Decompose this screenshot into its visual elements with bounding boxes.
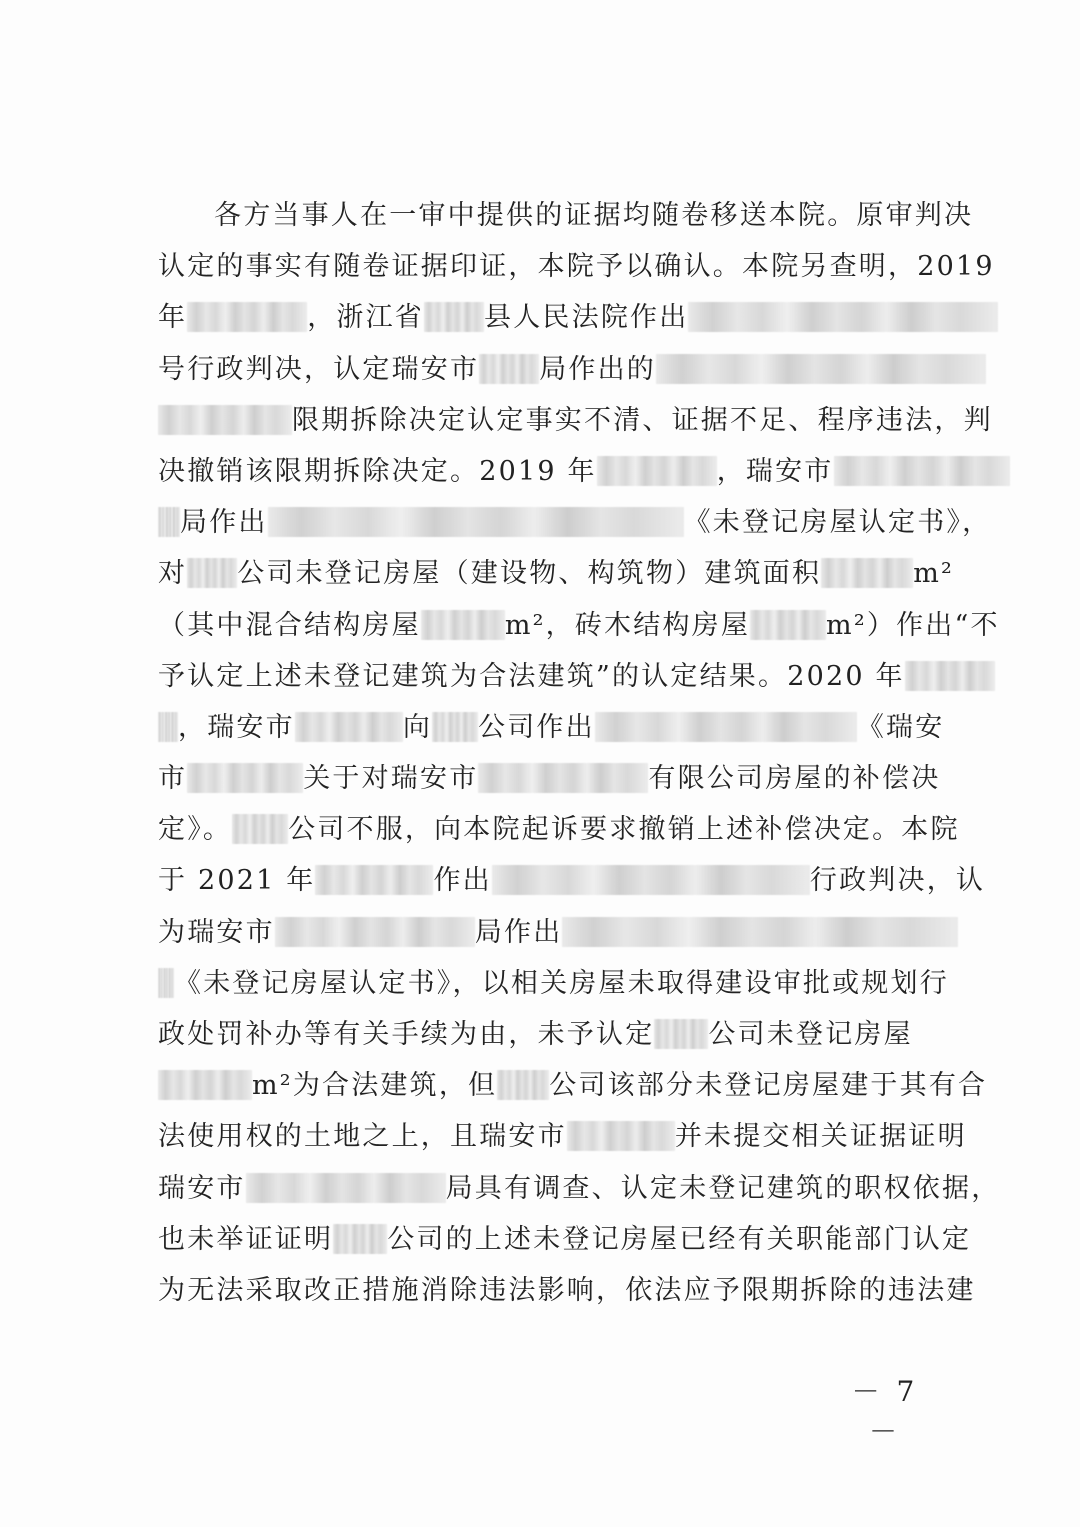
redacted-block — [158, 507, 180, 537]
redacted-block — [424, 302, 484, 332]
text-segment: 市 — [158, 763, 188, 795]
text-line — [158, 344, 980, 395]
text-segment: （其中混合结构房屋 — [158, 609, 421, 641]
redacted-block — [421, 610, 505, 640]
text-segment: 法使用权的土地之上，且瑞安市 — [158, 1121, 567, 1153]
text-segment: 各方当事人在一审中提供的证据均随卷移送本院。原审判决 — [214, 200, 974, 231]
redacted-block — [187, 302, 307, 332]
text-segment: 限期拆除决定认定事实不清、证据不足、程序违法，判 — [292, 404, 993, 436]
redacted-block — [158, 968, 174, 998]
text-line — [158, 190, 980, 241]
text-segment: 公司该部分未登记房屋建于其有合 — [549, 1070, 988, 1102]
text-segment: m²）作出“不 — [826, 609, 1000, 641]
text-segment: 局作出 — [474, 916, 563, 948]
redacted-block — [268, 507, 684, 537]
redacted-block — [246, 1173, 446, 1203]
text-line — [158, 600, 1000, 651]
text-segment: 公司未登记房屋 — [708, 1019, 913, 1050]
redacted-block — [567, 1121, 675, 1151]
text-line — [158, 241, 995, 292]
text-segment: 政处罚补办等有关手续为由，未予认定 — [158, 1019, 655, 1050]
text-line — [158, 395, 993, 446]
text-segment: 决撤销该限期拆除决定。2019 年 — [158, 455, 597, 487]
text-segment: 局具有调查、认定未登记建筑的职权依据， — [445, 1172, 1001, 1204]
text-segment: 《瑞安 — [856, 711, 945, 743]
text-segment: 予认定上述未登记建筑为合法建筑”的认定结果。2020 年 — [158, 660, 905, 692]
body-text — [158, 190, 1001, 1316]
text-segment: 号行政判决，认定瑞安市 — [158, 353, 480, 385]
redacted-block — [492, 865, 810, 895]
redacted-block — [597, 456, 717, 486]
text-line — [158, 1163, 1001, 1214]
text-segment: 年 — [158, 302, 188, 334]
redacted-block — [478, 763, 648, 793]
redacted-block — [158, 405, 292, 435]
text-segment: 认定的事实有随卷证据印证，本院予以确认。本院另查明，2019 — [158, 251, 995, 283]
text-line — [158, 651, 980, 702]
text-line — [158, 292, 980, 343]
redacted-block — [232, 814, 288, 844]
redacted-block — [656, 354, 986, 384]
text-segment: 向 — [402, 711, 433, 743]
text-segment: 《未登记房屋认定书》， — [683, 507, 992, 539]
text-segment: 并未提交相关证据证明 — [674, 1121, 967, 1153]
text-segment: ，浙江省 — [307, 302, 425, 334]
text-segment: ，瑞安市 — [716, 455, 834, 487]
redacted-block — [479, 354, 539, 384]
text-segment: 公司未登记房屋（建设物、构筑物）建筑面积 — [237, 558, 822, 590]
text-line — [158, 446, 980, 497]
redacted-block — [158, 712, 178, 742]
text-segment: 也未举证证明 — [158, 1223, 334, 1255]
text-line — [158, 497, 992, 548]
text-line — [158, 804, 980, 855]
text-line — [158, 1009, 980, 1060]
text-segment: 关于对瑞安市 — [303, 763, 479, 795]
text-line — [158, 1265, 980, 1316]
text-segment: 瑞安市 — [158, 1172, 246, 1204]
text-line — [158, 855, 986, 906]
text-line — [158, 1060, 988, 1111]
redacted-block — [750, 610, 826, 640]
text-segment: 局作出 — [180, 507, 268, 539]
text-segment: 《未登记房屋认定书》，以相关房屋未取得建设审批或规划行 — [174, 967, 949, 999]
text-line — [158, 958, 980, 1009]
redacted-block — [654, 1019, 708, 1049]
text-segment: ，瑞安市 — [178, 711, 295, 743]
text-segment: 于 2021 年 — [158, 865, 316, 897]
redacted-block — [834, 456, 1010, 486]
redacted-block — [275, 917, 475, 947]
redacted-block — [187, 763, 303, 793]
text-line — [158, 1214, 980, 1265]
text-line — [158, 753, 980, 804]
text-segment: 作出 — [433, 865, 492, 897]
text-segment: m²为合法建筑，但 — [252, 1070, 498, 1102]
text-segment: 局作出的 — [539, 353, 657, 385]
text-segment: 为无法采取改正措施消除违法影响，依法应予限期拆除的违法建 — [158, 1274, 976, 1306]
text-segment: 行政判决，认 — [809, 865, 986, 897]
redacted-block — [562, 917, 958, 947]
redacted-block — [432, 712, 478, 742]
text-segment: 为瑞安市 — [158, 916, 275, 948]
redacted-block — [905, 661, 995, 691]
redacted-block — [295, 712, 403, 742]
redacted-block — [688, 302, 998, 332]
text-segment: 县人民法院作出 — [484, 302, 689, 334]
text-segment: 公司不服，向本院起诉要求撤销上述补偿决定。本院 — [288, 814, 960, 846]
text-segment: 定》。 — [158, 814, 233, 846]
redacted-block — [821, 558, 913, 588]
page-number: － 7 － — [851, 1375, 919, 1448]
text-segment: m²，砖木结构房屋 — [504, 609, 751, 641]
text-line — [158, 1111, 980, 1162]
text-segment: 公司作出 — [478, 711, 595, 743]
text-segment: 公司的上述未登记房屋已经有关职能部门认定 — [387, 1223, 972, 1255]
text-line — [158, 907, 980, 958]
text-line — [158, 702, 980, 753]
redacted-block — [158, 1070, 252, 1100]
text-segment: m² — [913, 558, 955, 590]
redacted-block — [187, 558, 237, 588]
redacted-block — [315, 865, 433, 895]
redacted-block — [595, 712, 857, 742]
redacted-block — [497, 1070, 549, 1100]
text-segment: 有限公司房屋的补偿决 — [648, 763, 941, 795]
text-line — [158, 548, 980, 599]
text-segment: 对 — [158, 558, 188, 590]
redacted-block — [333, 1224, 387, 1254]
